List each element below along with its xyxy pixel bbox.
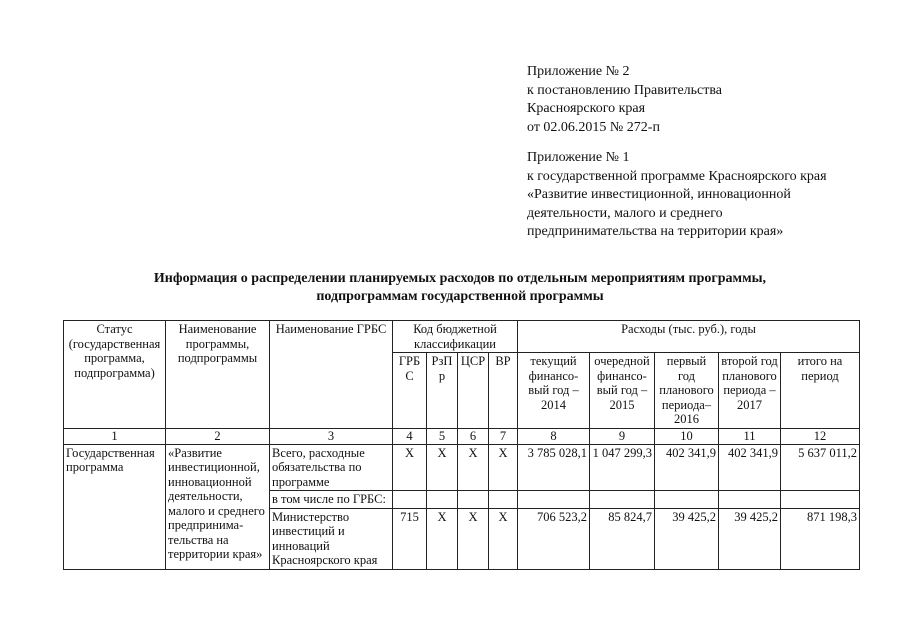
- appendix-2-line: Красноярского края: [527, 101, 646, 116]
- csr-cell: Х: [458, 444, 489, 491]
- program-name-cell: «Развитие инвестиционной, инновационной деятельности, малого и среднего предпринима-тельства на территории края»: [166, 444, 270, 569]
- header-status: Статус (государственная программа, подпрограмма): [64, 321, 166, 429]
- grbs-cell: 715: [393, 508, 427, 569]
- header-expenses: Расходы (тыс. руб.), годы: [518, 321, 860, 353]
- value-total-cell: 871 198,3: [781, 508, 860, 569]
- grbs-name-cell: в том числе по ГРБС:: [270, 491, 393, 509]
- column-number: 11: [719, 428, 781, 444]
- appendix-2-line: Приложение № 2: [527, 64, 630, 79]
- value-total-cell: 5 637 011,2: [781, 444, 860, 491]
- empty-cell: [489, 491, 518, 509]
- value-2017-cell: 402 341,9: [719, 444, 781, 491]
- column-number-row: [64, 428, 860, 444]
- header-rzpr: РзПр: [427, 353, 458, 429]
- appendix-1-block: [527, 149, 827, 242]
- header-csr: ЦСР: [458, 353, 489, 429]
- rzpr-cell: Х: [427, 444, 458, 491]
- value-2015-cell: 1 047 299,3: [590, 444, 655, 491]
- header-2016: первый год планового периода– 2016: [655, 353, 719, 429]
- empty-cell: [427, 491, 458, 509]
- column-number: 4: [393, 428, 427, 444]
- appendix-1-line: к государственной программе Красноярского края: [527, 168, 827, 184]
- column-number: 8: [518, 428, 590, 444]
- column-number: 1: [64, 428, 166, 444]
- vr-cell: Х: [489, 444, 518, 491]
- column-number: 5: [427, 428, 458, 444]
- appendix-1-line: Приложение № 1: [527, 150, 630, 165]
- appendix-1-line: предпринимательства на территории края»: [527, 224, 784, 239]
- header-2014: текущий финансо-вый год – 2014: [518, 353, 590, 429]
- empty-cell: [655, 491, 719, 509]
- csr-cell: Х: [458, 508, 489, 569]
- grbs-name-cell: Министерство инвестиций и инноваций Красноярского края: [270, 508, 393, 569]
- empty-cell: [393, 491, 427, 509]
- header-total: итого на период: [781, 353, 860, 429]
- document-title: [60, 270, 860, 306]
- value-2015-cell: 85 824,7: [590, 508, 655, 569]
- empty-cell: [590, 491, 655, 509]
- empty-cell: [719, 491, 781, 509]
- column-number: 12: [781, 428, 860, 444]
- vr-cell: Х: [489, 508, 518, 569]
- appendix-1-line: деятельности, малого и среднего: [527, 205, 723, 221]
- table-row: [64, 444, 860, 491]
- column-number: 9: [590, 428, 655, 444]
- value-2017-cell: 39 425,2: [719, 508, 781, 569]
- header-grbs: ГРБС: [393, 353, 427, 429]
- value-2014-cell: 3 785 028,1: [518, 444, 590, 491]
- title-line-2: подпрограммам государственной программы: [316, 289, 604, 304]
- header-program-name: Наименование программы, подпрограммы: [166, 321, 270, 429]
- grbs-cell: Х: [393, 444, 427, 491]
- header-2015: очередной финансо-вый год – 2015: [590, 353, 655, 429]
- empty-cell: [781, 491, 860, 509]
- column-number: 2: [166, 428, 270, 444]
- appendix-2-block: [527, 63, 722, 137]
- header-budget-code: Код бюджетной классификации: [393, 321, 518, 353]
- column-number: 3: [270, 428, 393, 444]
- expenses-table: [63, 320, 860, 570]
- value-2014-cell: 706 523,2: [518, 508, 590, 569]
- header-grbs-name: Наименование ГРБС: [270, 321, 393, 429]
- appendix-2-line: к постановлению Правительства: [527, 82, 723, 98]
- header-vr: ВР: [489, 353, 518, 429]
- title-line-1: Информация о распределении планируемых расходов по отдельным мероприятиям программы,: [153, 271, 767, 286]
- column-number: 6: [458, 428, 489, 444]
- value-2016-cell: 39 425,2: [655, 508, 719, 569]
- appendix-1-line: «Развитие инвестиционной, инновационной: [527, 187, 791, 202]
- grbs-name-cell: Всего, расходные обязательства по программе: [270, 444, 393, 491]
- status-cell: Государственная программа: [64, 444, 166, 569]
- column-number: 7: [489, 428, 518, 444]
- rzpr-cell: Х: [427, 508, 458, 569]
- empty-cell: [518, 491, 590, 509]
- header-row-1: [64, 321, 860, 353]
- column-number: 10: [655, 428, 719, 444]
- appendix-2-line: от 02.06.2015 № 272-п: [527, 119, 660, 135]
- value-2016-cell: 402 341,9: [655, 444, 719, 491]
- empty-cell: [458, 491, 489, 509]
- header-2017: второй год планового периода – 2017: [719, 353, 781, 429]
